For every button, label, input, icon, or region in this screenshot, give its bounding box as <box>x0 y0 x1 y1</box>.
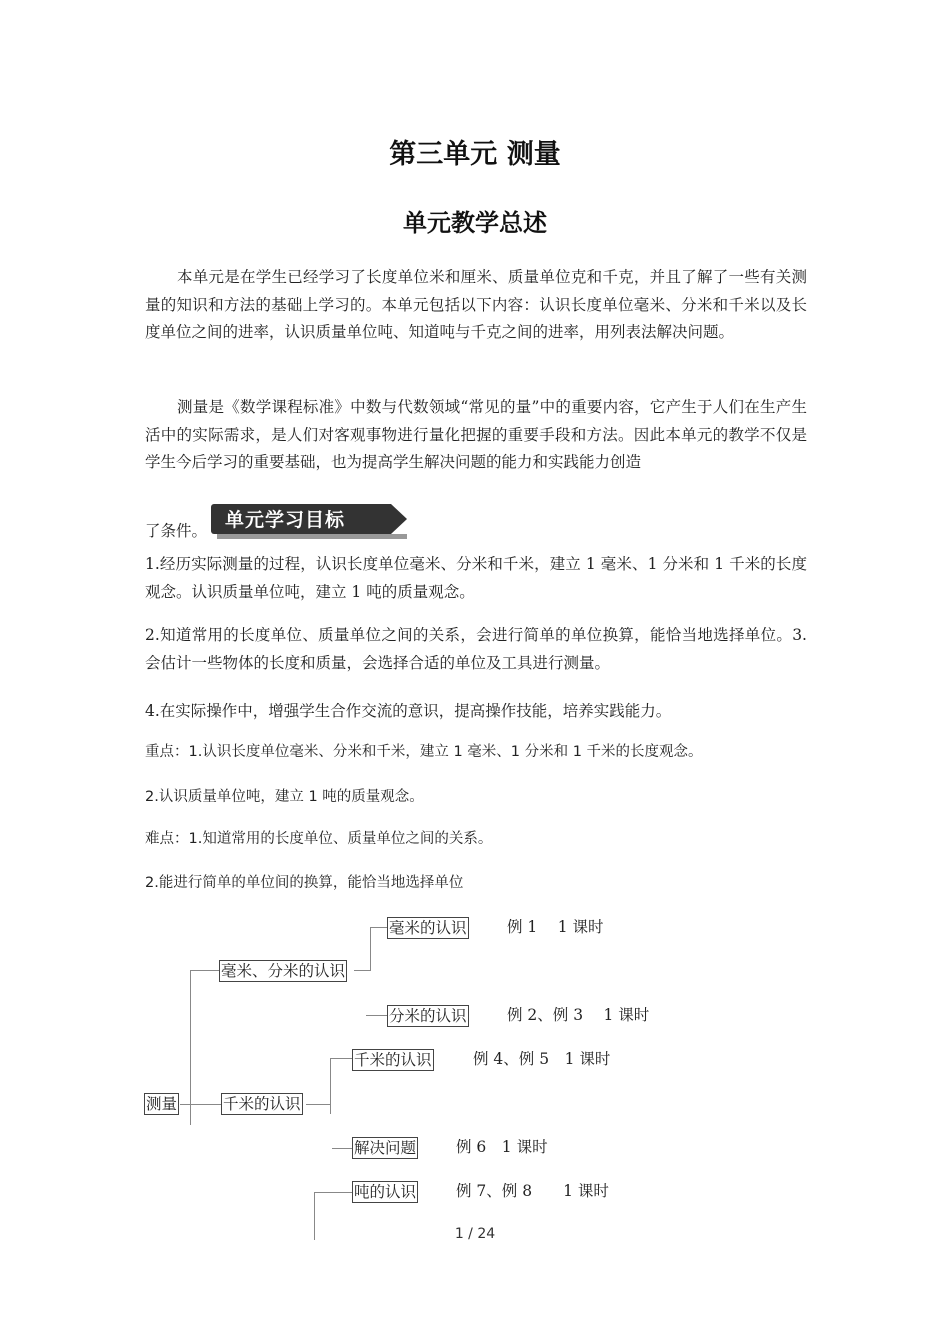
tree-connector <box>190 970 191 1125</box>
goal-1: 1.经历实际测量的过程，认识长度单位毫米、分米和千米，建立 1 毫米、1 分米和 1 千米的长度观念。认识质量单位吨，建立 1 吨的质量观念。 <box>145 555 807 601</box>
tree-leaf-solve: 解决问题 <box>354 1139 417 1157</box>
paragraph-tail <box>145 504 807 546</box>
tree-leaf-ton: 吨的认识 <box>354 1183 417 1201</box>
section-subtitle: 单元教学总述 <box>403 209 547 237</box>
tree-connector <box>306 1104 331 1105</box>
tree-leaf-mm-note: 例 1 1 课时 <box>507 918 604 936</box>
key-point-2: 2.认识质量单位吨，建立 1 吨的质量观念。 <box>145 789 424 805</box>
tree-connector <box>354 970 371 971</box>
paragraph-importance: 测量是《数学课程标准》中数与代数领域“常见的量”中的重要内容，它产生于人们在生产生活中的实际需求，是人们对客观事物进行量化把握的重要手段和方法。因此本单元的教学不仅是学生今后学习的重要基础，也为提高学生解决问题的能力和实践能力创造 <box>145 398 807 471</box>
tree-leaf-ton-note: 例 7、例 8 1 课时 <box>456 1182 609 1200</box>
page-title: 第三单元 测量 <box>389 139 561 170</box>
paragraph-intro: 本单元是在学生已经学习了长度单位米和厘米、质量单位克和千克，并且了解了一些有关测量的知识和方法的基础上学习的。本单元包括以下内容：认识长度单位毫米、分米和千米以及长度单位之间的进率，认识质量单位吨、知道吨与千克之间的进率，用列表法解决问题。 <box>145 268 807 341</box>
goals-banner <box>211 504 407 540</box>
tree-connector <box>370 927 388 928</box>
goals-banner-label: 单元学习目标 <box>225 509 346 531</box>
tree-leaf-km-note: 例 4、例 5 1 课时 <box>473 1050 611 1068</box>
page-number: 1 / 24 <box>454 1226 496 1242</box>
tree-leaf-km: 千米的认识 <box>354 1051 432 1069</box>
tree-node-mm-dm: 毫米、分米的认识 <box>221 962 346 980</box>
tree-leaf-dm: 分米的认识 <box>389 1007 467 1025</box>
tree-leaf-dm-note: 例 2、例 3 1 课时 <box>507 1006 650 1024</box>
tree-leaf-mm: 毫米的认识 <box>389 919 467 937</box>
tree-connector <box>314 1192 353 1193</box>
tree-connector <box>370 927 371 970</box>
tree-connector <box>332 1148 353 1149</box>
tree-node-km: 千米的认识 <box>223 1095 301 1113</box>
tree-leaf-solve-note: 例 6 1 课时 <box>456 1138 548 1156</box>
difficulty-2: 2.能进行简单的单位间的换算，能恰当地选择单位 <box>145 875 464 891</box>
tree-connector <box>190 970 220 971</box>
tree-connector <box>330 1058 331 1114</box>
tree-connector <box>366 1015 388 1016</box>
paragraph-tail-text: 了条件。 <box>145 522 208 540</box>
goal-4: 4.在实际操作中，增强学生合作交流的意识，提高操作技能，培养实践能力。 <box>145 702 672 720</box>
goal-2-3: 2.知道常用的长度单位、质量单位之间的关系，会进行简单的单位换算，能恰当地选择单位。3.会估计一些物体的长度和质量，会选择合适的单位及工具进行测量。 <box>145 626 807 672</box>
tree-root: 测量 <box>146 1095 178 1113</box>
tree-connector <box>180 1104 222 1105</box>
key-point-1: 重点：1.认识长度单位毫米、分米和千米，建立 1 毫米、1 分米和 1 千米的长度观念。 <box>145 744 703 760</box>
difficulty-1: 难点：1.知道常用的长度单位、质量单位之间的关系。 <box>145 831 493 847</box>
tree-connector <box>330 1058 353 1059</box>
